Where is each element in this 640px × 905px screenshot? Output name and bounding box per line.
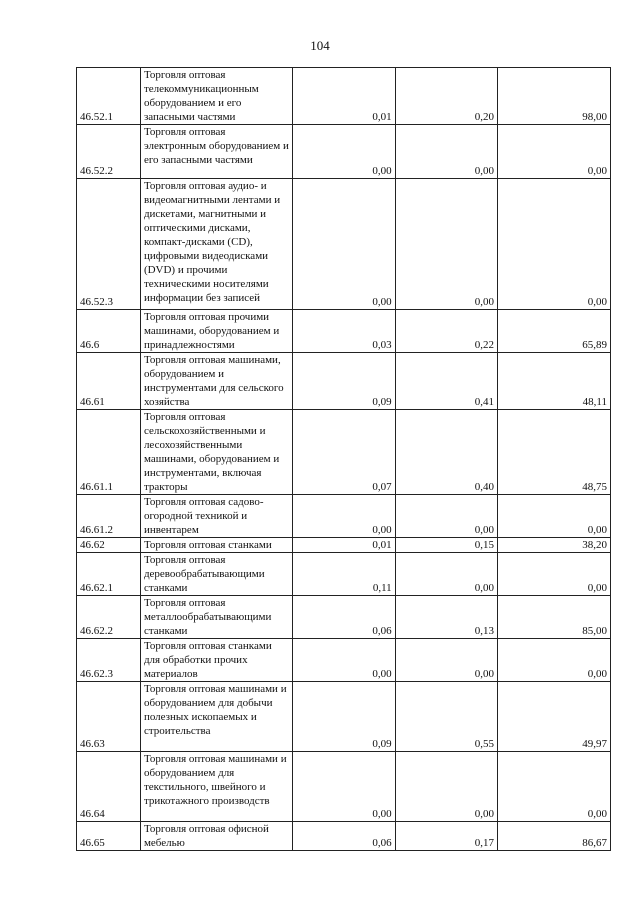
row-value-1: 0,06 [293, 596, 395, 639]
table-row [77, 353, 611, 410]
table-row [77, 682, 611, 752]
row-value-3: 86,67 [497, 822, 610, 851]
row-value-1: 0,00 [293, 495, 395, 538]
row-code: 46.61.1 [77, 410, 141, 495]
row-code: 46.62.3 [77, 639, 141, 682]
row-value-1: 0,01 [293, 538, 395, 553]
table-row [77, 822, 611, 851]
row-value-3: 0,00 [497, 495, 610, 538]
row-value-3: 85,00 [497, 596, 610, 639]
row-code: 46.62.2 [77, 596, 141, 639]
row-value-1: 0,09 [293, 353, 395, 410]
table-row [77, 125, 611, 179]
row-code: 46.64 [77, 752, 141, 822]
row-value-1: 0,01 [293, 68, 395, 125]
row-value-3: 0,00 [497, 752, 610, 822]
table-row [77, 553, 611, 596]
table-row [77, 752, 611, 822]
row-code: 46.52.3 [77, 179, 141, 310]
row-value-2: 0,15 [395, 538, 497, 553]
row-value-2: 0,17 [395, 822, 497, 851]
table-row [77, 310, 611, 353]
row-code: 46.65 [77, 822, 141, 851]
row-value-3: 65,89 [497, 310, 610, 353]
row-name: Торговля оптовая садово-огородной техникой и инвентарем [140, 495, 292, 538]
row-name: Торговля оптовая станками для обработки прочих материалов [140, 639, 292, 682]
row-value-2: 0,00 [395, 125, 497, 179]
row-value-3: 38,20 [497, 538, 610, 553]
table-row [77, 639, 611, 682]
row-value-2: 0,00 [395, 179, 497, 310]
row-value-3: 48,11 [497, 353, 610, 410]
row-value-2: 0,00 [395, 752, 497, 822]
data-table [76, 67, 611, 851]
row-value-2: 0,22 [395, 310, 497, 353]
row-value-1: 0,09 [293, 682, 395, 752]
row-value-3: 98,00 [497, 68, 610, 125]
row-code: 46.62 [77, 538, 141, 553]
row-name: Торговля оптовая станками [140, 538, 292, 553]
row-name: Торговля оптовая офисной мебелью [140, 822, 292, 851]
row-code: 46.6 [77, 310, 141, 353]
row-value-2: 0,00 [395, 495, 497, 538]
row-code: 46.61 [77, 353, 141, 410]
row-name: Торговля оптовая машинами и оборудованием для добычи полезных ископаемых и строительства [140, 682, 292, 752]
row-value-3: 49,97 [497, 682, 610, 752]
table-row [77, 495, 611, 538]
row-code: 46.62.1 [77, 553, 141, 596]
row-value-2: 0,13 [395, 596, 497, 639]
table-row [77, 538, 611, 553]
row-name: Торговля оптовая машинами, оборудованием и инструментами для сельского хозяйства [140, 353, 292, 410]
row-name: Торговля оптовая металлообрабатывающими станками [140, 596, 292, 639]
row-name: Торговля оптовая электронным оборудованием и его запасными частями [140, 125, 292, 179]
row-value-1: 0,11 [293, 553, 395, 596]
row-name: Торговля оптовая сельскохозяйственными и лесохозяйственными машинами, оборудованием и инструментами, включая тракторы [140, 410, 292, 495]
row-value-2: 0,20 [395, 68, 497, 125]
table-row [77, 596, 611, 639]
row-code: 46.52.2 [77, 125, 141, 179]
row-value-3: 0,00 [497, 179, 610, 310]
row-value-3: 0,00 [497, 639, 610, 682]
row-code: 46.63 [77, 682, 141, 752]
row-value-1: 0,00 [293, 752, 395, 822]
row-value-1: 0,07 [293, 410, 395, 495]
row-value-2: 0,41 [395, 353, 497, 410]
table-row [77, 68, 611, 125]
row-value-1: 0,06 [293, 822, 395, 851]
row-value-1: 0,03 [293, 310, 395, 353]
row-value-1: 0,00 [293, 639, 395, 682]
row-code: 46.52.1 [77, 68, 141, 125]
row-value-2: 0,00 [395, 639, 497, 682]
row-value-2: 0,55 [395, 682, 497, 752]
row-value-1: 0,00 [293, 179, 395, 310]
row-name: Торговля оптовая прочими машинами, оборудованием и принадлежностями [140, 310, 292, 353]
row-value-2: 0,00 [395, 553, 497, 596]
row-code: 46.61.2 [77, 495, 141, 538]
row-name: Торговля оптовая машинами и оборудованием для текстильного, швейного и трикотажного производств [140, 752, 292, 822]
row-value-2: 0,40 [395, 410, 497, 495]
row-name: Торговля оптовая деревообрабатывающими станками [140, 553, 292, 596]
row-name: Торговля оптовая телекоммуникационным оборудованием и его запасными частями [140, 68, 292, 125]
row-name: Торговля оптовая аудио- и видеомагнитными лентами и дискетами, магнитными и оптическими дисками, компакт-дисками (CD), цифровыми видеодисками (DVD) и прочими техническими носителями информации без записей [140, 179, 292, 310]
row-value-1: 0,00 [293, 125, 395, 179]
table-row [77, 179, 611, 310]
page-number: 104 [310, 38, 330, 53]
row-value-3: 48,75 [497, 410, 610, 495]
row-value-3: 0,00 [497, 125, 610, 179]
table-row [77, 410, 611, 495]
row-value-3: 0,00 [497, 553, 610, 596]
